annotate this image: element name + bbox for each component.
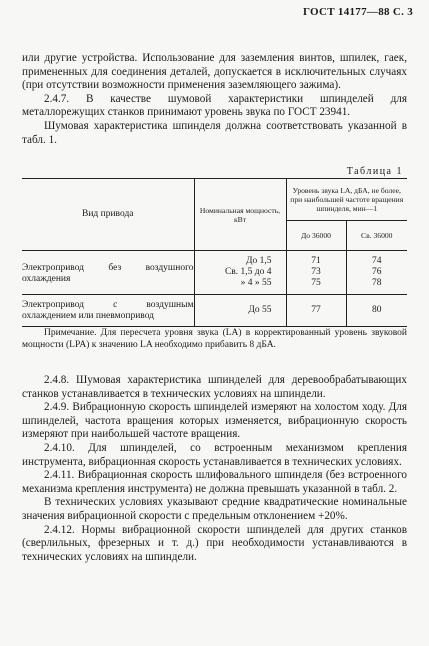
table-caption: Таблица 1 bbox=[346, 166, 403, 177]
note-text: Примечание. Для пересчета уровня звука (LA) в корректированный уровень звуковой мощности (LPA) к значению LA необходимо прибавить 8 дБА. bbox=[22, 328, 407, 350]
para-2-4-10: 2.4.10. Для шпинделей, со встроенным механизмом крепления инструмента, вибрационная скорость устанавливается в технических условиях. bbox=[22, 441, 407, 468]
intro-text: или другие устройства. Использование для заземления винтов, шпилек, гаек, примененных для соединения деталей, допускается в исключительных случаях (при отсутствии возможности применения заземляющего зажима). bbox=[22, 52, 407, 92]
row2-drive: Электропривод с воздушным охлаждением или пневмопривод bbox=[22, 295, 194, 327]
row2-over: 80 bbox=[346, 295, 407, 327]
row1-over-a: 74 bbox=[372, 256, 382, 266]
row1-over-c: 78 bbox=[372, 278, 382, 288]
para-2-4-11: 2.4.11. Вибрационная скорость шлифовального шпинделя (без встроенного механизма крепления инструмента) не должна превышать указанной в табл. 2. bbox=[22, 469, 407, 495]
row2-to: 77 bbox=[286, 295, 346, 327]
col-power-header: Номинальная мощность, кВт bbox=[194, 179, 286, 251]
row1-power bbox=[194, 251, 286, 295]
row1-power-b: Св. 1,5 до 4 bbox=[224, 267, 272, 277]
para-2-4-7: 2.4.7. В качестве шумовой характеристики шпинделей для металлорежущих станков принимают уровень звука по ГОСТ 23941. bbox=[22, 92, 407, 119]
row1-power-c: » 4 » 55 bbox=[240, 278, 272, 288]
para-2-4-8: 2.4.8. Шумовая характеристика шпинделей для деревообрабатывающих станков устанавливается в технических условиях на шпиндели. bbox=[22, 374, 407, 400]
row1-to-a: 71 bbox=[311, 256, 321, 266]
row1-to bbox=[286, 251, 346, 295]
row1-power-a: До 1,5 bbox=[246, 256, 272, 266]
col-drive-header: Вид привода bbox=[22, 179, 194, 251]
col-to-36000: До 36000 bbox=[286, 221, 346, 251]
table-note bbox=[22, 328, 407, 351]
table-1 bbox=[22, 178, 407, 327]
body-paragraphs bbox=[22, 374, 407, 564]
para-2-4-12: 2.4.12. Нормы вибрационной скорости шпинделей для других станков (сверлильных, фрезерных и т. д.) при необходимости устанавливаются в технических условиях на шпиндели. bbox=[22, 523, 407, 563]
intro-block bbox=[22, 52, 407, 147]
row1-drive: Электропривод без воздушного охлаждения bbox=[22, 262, 194, 284]
row1-over-b: 76 bbox=[372, 267, 382, 277]
row1-to-b: 73 bbox=[311, 267, 321, 277]
para-2-4-7-b: Шумовая характеристика шпинделя должна соответствовать указанной в табл. 1. bbox=[22, 119, 407, 146]
row1-over bbox=[346, 251, 407, 295]
para-tech-conditions: В технических условиях указывают средние квадратические номинальные значения вибрационной скорости с предельным отклонением +20%. bbox=[22, 496, 407, 522]
col-level-header: Уровень звука LA, дБА, не более, при наибольшей частоте вращения шпинделя, мин—1 bbox=[286, 179, 407, 221]
para-2-4-9: 2.4.9. Вибрационную скорость шпинделей измеряют на холостом ходу. Для шпинделей, частота вращения которых изменяется, вибрационную скорость измеряют при наибольшей частоте вращения. bbox=[22, 401, 407, 441]
row2-power: До 55 bbox=[194, 295, 286, 327]
row1-to-c: 75 bbox=[311, 278, 321, 288]
col-over-36000: Св. 36000 bbox=[346, 221, 407, 251]
page-header: ГОСТ 14177—88 С. 3 bbox=[302, 6, 413, 18]
